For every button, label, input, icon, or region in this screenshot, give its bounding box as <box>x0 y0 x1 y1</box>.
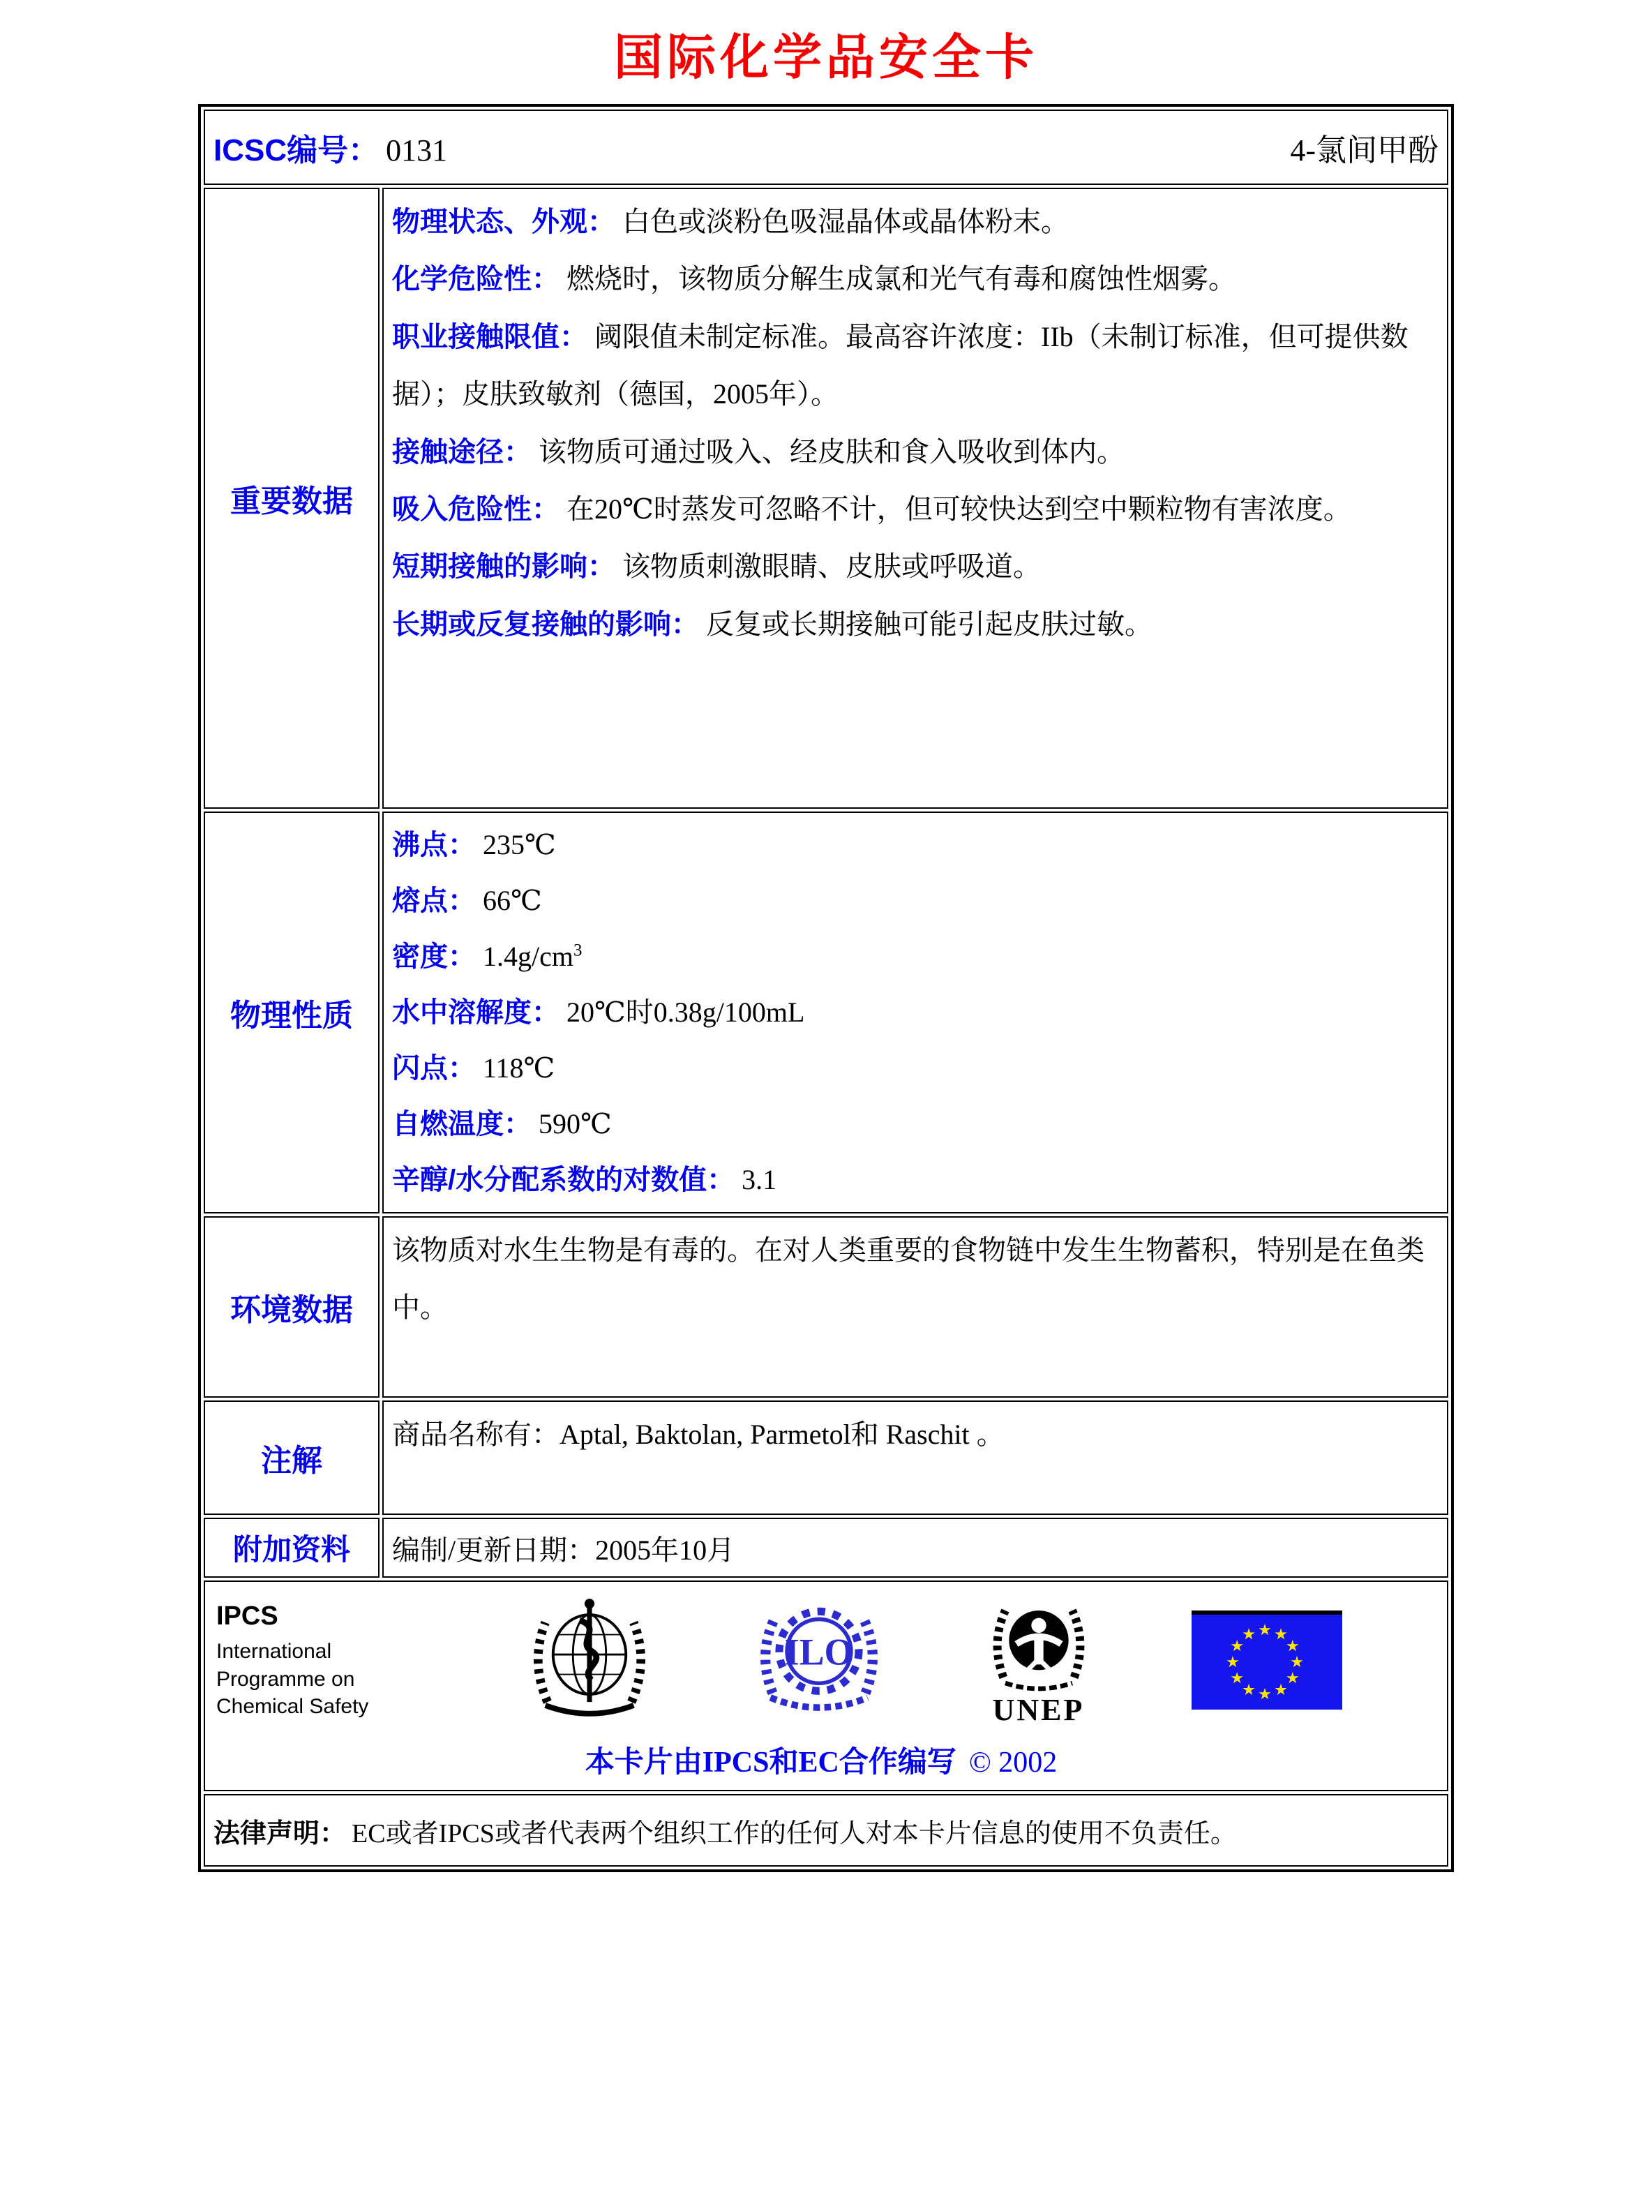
section-label-additional-info: 附加资料 <box>204 1518 380 1578</box>
important-data-item: 短期接触的影响： 该物质刺激眼睛、皮肤或呼吸道。 <box>392 551 1041 583</box>
physical-properties-content <box>382 812 1448 1213</box>
logos-row <box>204 1580 1448 1791</box>
legal-label: 法律声明： <box>213 1818 347 1848</box>
ilo-monogram-text: ILO <box>784 1630 854 1673</box>
important-data-item: 吸入危险性： 在20℃时蒸发可忽略不计，但可较快达到空中颗粒物有害浓度。 <box>392 493 1351 525</box>
unep-wordmark: UNEP <box>992 1693 1085 1727</box>
icsc-number-label: ICSC编号： <box>213 133 380 167</box>
ipcs-line: International <box>216 1640 332 1664</box>
physical-property-item: 水中溶解度： 20℃时0.38g/100mL <box>392 996 805 1028</box>
card-caption <box>216 1739 1426 1781</box>
logos-cell <box>204 1580 1448 1791</box>
unep-logo-icon <box>983 1592 1095 1696</box>
environmental-data-content <box>382 1216 1448 1398</box>
section-label-notes: 注解 <box>204 1400 380 1515</box>
important-data-item: 职业接触限值： 阈限值未制定标准。最高容许浓度：IIb（未制订标准，但可提供数据）；皮肤致敏剂（德国，2005年）。 <box>392 320 1409 410</box>
notes-text: 商品名称有：Aptal, Baktolan, Parmetol和 Raschit 。 <box>392 1419 1005 1450</box>
important-data-content <box>382 188 1448 809</box>
who-logo-icon <box>523 1594 656 1726</box>
section-label-physical-properties: 物理性质 <box>204 812 380 1213</box>
unep-logo-block <box>983 1592 1095 1728</box>
additional-info-text: 编制/更新日期：2005年10月 <box>392 1534 735 1566</box>
legal-text: EC或者IPCS或者代表两个组织工作的任何人对本卡片信息的使用不负责任。 <box>352 1818 1237 1848</box>
icsc-number-value: 0131 <box>386 133 448 167</box>
physical-property-item: 沸点： 235℃ <box>392 829 556 860</box>
ipcs-acronym: IPCS <box>216 1601 278 1631</box>
header-cell <box>204 110 1448 185</box>
header-row <box>204 110 1448 185</box>
important-data-row <box>204 188 1448 809</box>
ipcs-line: Chemical Safety <box>216 1695 369 1719</box>
ilo-logo-icon <box>753 1594 885 1726</box>
ipcs-line: Programme on <box>216 1667 355 1691</box>
legal-cell <box>204 1794 1448 1867</box>
icsc-card-table <box>198 104 1454 1872</box>
caption-copyright: © 2002 <box>968 1747 1058 1779</box>
notes-content <box>382 1400 1448 1515</box>
caption-text: 本卡片由IPCS和EC合作编写 <box>585 1747 956 1779</box>
section-label-important-data: 重要数据 <box>204 188 380 809</box>
ipcs-text-block <box>216 1599 426 1721</box>
important-data-item: 接触途径： 该物质可通过吸入、经皮肤和食入吸收到体内。 <box>392 435 1125 468</box>
eu-flag-icon <box>1192 1611 1342 1710</box>
physical-property-item: 辛醇/水分配系数的对数值： 3.1 <box>392 1164 777 1195</box>
environmental-data-row <box>204 1216 1448 1398</box>
page-title: 国际化学品安全卡 <box>614 31 1038 85</box>
icsc-number-group <box>213 125 447 170</box>
physical-properties-row <box>204 812 1448 1213</box>
physical-property-item: 熔点： 66℃ <box>392 885 542 916</box>
physical-property-item: 密度： $1.4g/cm^3$ <box>392 941 583 972</box>
notes-row <box>204 1400 1448 1515</box>
physical-property-item: 闪点： 118℃ <box>392 1052 555 1084</box>
additional-info-content <box>382 1518 1448 1578</box>
important-data-item: 物理状态、外观： 白色或淡粉色吸湿晶体或晶体粉末。 <box>392 206 1069 237</box>
section-label-environmental-data: 环境数据 <box>204 1216 380 1398</box>
density-superscript: 3 <box>573 941 583 960</box>
physical-property-item: 自燃温度： 590℃ <box>392 1108 612 1139</box>
legal-row <box>204 1794 1448 1867</box>
important-data-item: 长期或反复接触的影响： 反复或长期接触可能引起皮肤过敏。 <box>392 608 1152 640</box>
important-data-item: 化学危险性： 燃烧时，该物质分解生成氯和光气有毒和腐蚀性烟雾。 <box>392 263 1236 295</box>
additional-info-row <box>204 1518 1448 1578</box>
chemical-name: 4-氯间甲酚 <box>1290 133 1439 167</box>
environmental-data-text: 该物质对水生生物是有毒的。在对人类重要的食物链中发生生物蓄积，特别是在鱼类中。 <box>392 1234 1425 1324</box>
